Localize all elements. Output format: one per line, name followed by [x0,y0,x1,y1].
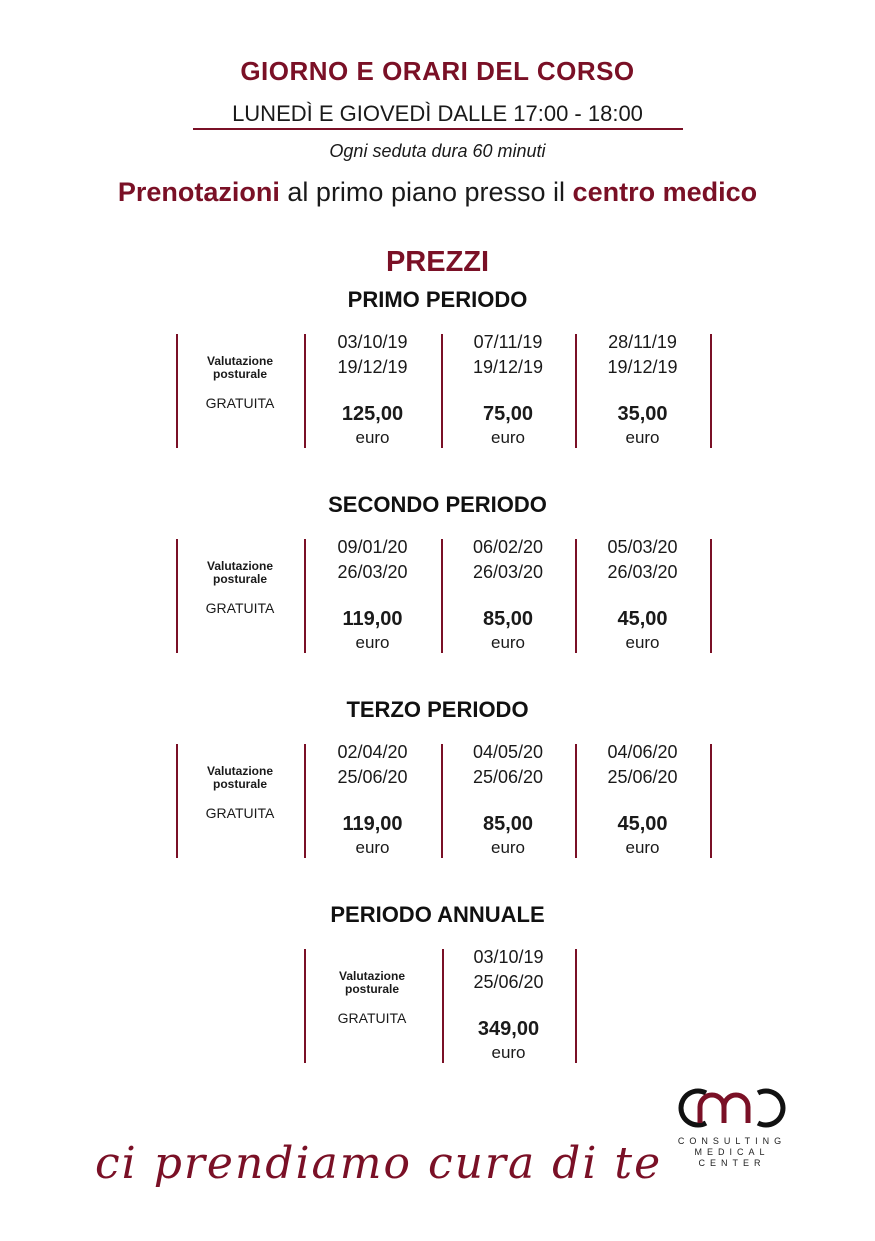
posture-evaluation [308,970,436,1026]
booking-text: al primo piano presso il [279,177,573,207]
start-date: 04/05/20 [472,742,544,762]
end-date: 26/03/20 [607,562,678,582]
currency-label: euro [355,428,390,447]
end-date: 26/03/20 [337,562,408,582]
price-value: 349,00 [477,1018,540,1040]
page-title: GIORNO E ORARI DEL CORSO [240,56,635,86]
price-column [441,740,575,860]
currency-label: euro [625,838,660,857]
start-date: 04/06/20 [607,742,678,762]
price-value: 85,00 [482,813,534,835]
price-column [575,740,710,860]
eval-label-1: Valutazione [206,764,274,778]
currency-label: euro [491,1043,526,1062]
period-title: SECONDO PERIODO [328,492,547,517]
start-date: 06/02/20 [472,537,544,557]
currency-label: euro [490,633,526,652]
end-date: 25/06/20 [337,767,408,787]
currency-label: euro [355,838,390,857]
price-value: 75,00 [482,403,534,425]
end-date: 26/03/20 [472,562,544,582]
end-date: 25/06/20 [472,767,544,787]
price-value: 125,00 [341,403,404,425]
prices-title: PREZZI [385,246,490,278]
start-date: 03/10/19 [337,332,408,352]
session-duration: Ogni seduta dura 60 minuti [329,141,546,161]
currency-label: euro [490,428,526,447]
start-date: 02/04/20 [337,742,408,762]
eval-label-1: Valutazione [338,969,406,983]
price-value: 119,00 [342,608,403,630]
eval-label-2: posturale [344,982,399,996]
eval-label-1: Valutazione [206,354,274,368]
end-date: 19/12/19 [472,357,544,377]
eval-free: GRATUITA [205,395,275,411]
table-divider [575,949,577,1063]
currency-label: euro [625,633,660,652]
price-value: 45,00 [617,813,668,835]
booking-bold-1: Prenotazioni [117,177,280,207]
eval-free: GRATUITA [205,805,275,821]
currency-label: euro [625,428,660,447]
price-value: 119,00 [342,813,403,835]
eval-label-2: posturale [212,367,267,381]
price-column [442,945,575,1065]
logo-line-2: MEDICAL [694,1147,770,1157]
table-divider [710,334,712,448]
start-date: 07/11/19 [473,332,543,352]
start-date: 09/01/20 [337,537,408,557]
eval-label-2: posturale [212,777,267,791]
cmc-logo-icon [676,1085,788,1131]
period-title: PERIODO ANNUALE [330,902,545,927]
eval-label-1: Valutazione [206,559,274,573]
end-date: 25/06/20 [473,972,544,992]
price-column [304,535,441,655]
end-date: 25/06/20 [607,767,678,787]
price-column [441,330,575,450]
start-date: 28/11/19 [608,332,677,352]
posture-evaluation [178,560,302,616]
eval-free: GRATUITA [205,600,275,616]
table-divider [304,949,306,1063]
price-column [304,330,441,450]
price-value: 35,00 [617,403,668,425]
logo-line-1: CONSULTING [677,1136,787,1146]
eval-label-2: posturale [212,572,267,586]
price-column [441,535,575,655]
eval-free: GRATUITA [337,1010,407,1026]
currency-label: euro [490,838,526,857]
posture-evaluation [178,355,302,411]
price-column [575,330,710,450]
logo-line-3: CENTER [698,1158,766,1168]
price-column [575,535,710,655]
course-days: LUNEDÌ E GIOVEDÌ DALLE 17:00 - 18:00 [232,101,643,126]
start-date: 03/10/19 [473,947,544,967]
end-date: 19/12/19 [337,357,408,377]
price-value: 85,00 [482,608,534,630]
currency-label: euro [355,633,390,652]
period-title: PRIMO PERIODO [347,287,528,312]
cmc-logo [676,1085,788,1177]
period-title: TERZO PERIODO [346,697,529,722]
table-divider [710,539,712,653]
header-divider [193,128,683,130]
booking-bold-2: centro medico [572,177,758,207]
price-value: 45,00 [617,608,668,630]
booking-info [0,177,875,208]
price-column [304,740,441,860]
table-divider [710,744,712,858]
slogan: ci prendiamo cura di te [95,1138,663,1189]
end-date: 19/12/19 [607,357,678,377]
start-date: 05/03/20 [607,537,678,557]
posture-evaluation [178,765,302,821]
